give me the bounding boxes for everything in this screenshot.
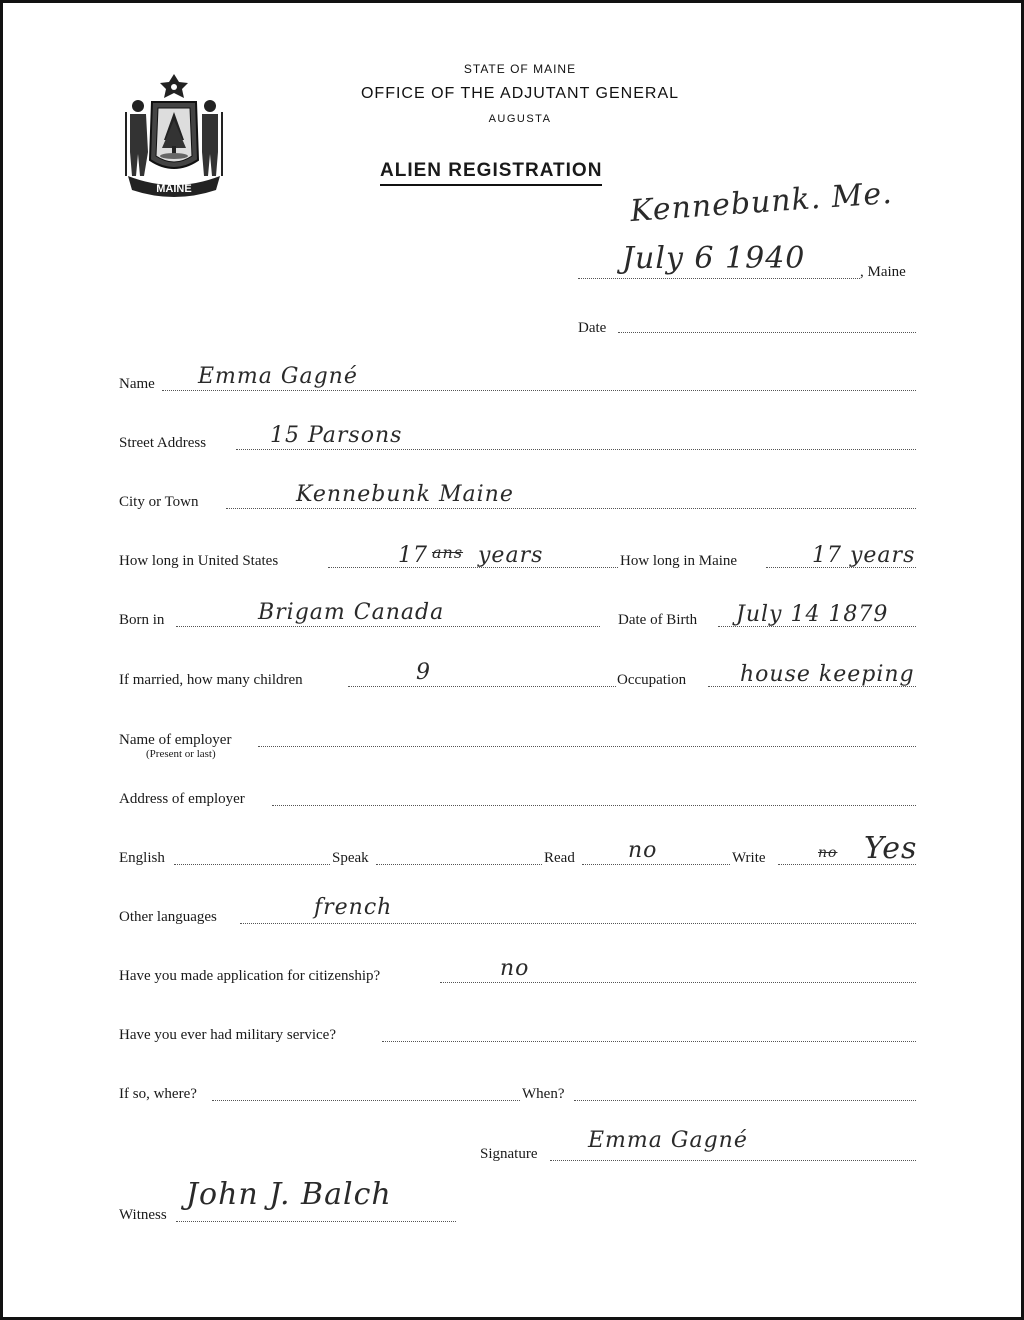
speak-line (376, 864, 542, 865)
place-line (578, 278, 860, 279)
how-long-us-entry-b: years (478, 543, 544, 568)
citizenship-entry: no (500, 956, 530, 981)
other-languages-label: Other languages (119, 909, 217, 925)
witness-label: Witness (119, 1207, 167, 1223)
form-title: ALIEN REGISTRATION (380, 160, 602, 186)
name-label: Name (119, 376, 155, 392)
how-long-us-label: How long in United States (119, 553, 279, 569)
when-label: When? (522, 1086, 565, 1102)
date-field-line (618, 332, 916, 333)
witness-line (176, 1221, 456, 1222)
where-label: If so, where? (119, 1086, 197, 1102)
write-struck-entry: no (818, 845, 838, 861)
city-label: City or Town (119, 494, 199, 510)
citizenship-label: Have you made application for citizenship? (119, 968, 381, 984)
dob-label: Date of Birth (618, 612, 698, 628)
employer-sublabel: (Present or last) (146, 748, 216, 760)
write-entry: Yes (864, 831, 918, 866)
page-border-left (0, 0, 3, 1320)
office-heading: OFFICE OF THE ADJUTANT GENERAL (360, 85, 680, 102)
born-in-label: Born in (119, 612, 165, 628)
maine-label: , Maine (860, 264, 906, 280)
english-label: English (119, 850, 165, 866)
seal-banner-text: MAINE (156, 183, 192, 195)
dob-entry: July 14 1879 (736, 602, 889, 627)
how-long-maine-entry: 17 years (812, 543, 916, 568)
city-line (226, 508, 916, 509)
employer-address-line (272, 805, 916, 806)
children-label: If married, how many children (119, 672, 303, 688)
signature-label: Signature (480, 1146, 538, 1162)
street-line (236, 449, 916, 450)
when-line (574, 1100, 916, 1101)
page-border-top (0, 0, 1024, 3)
how-long-us-entry-a: 17 (398, 543, 428, 568)
speak-label: Speak (332, 850, 369, 866)
street-entry: 15 Parsons (270, 423, 403, 448)
read-line (582, 864, 730, 865)
where-line (212, 1100, 520, 1101)
write-label: Write (732, 850, 766, 866)
employer-line (258, 746, 916, 747)
children-line (348, 686, 616, 687)
read-label: Read (544, 850, 575, 866)
how-long-us-struck-entry: ans (432, 543, 464, 562)
date-line-entry: July 6 1940 (622, 241, 806, 276)
signature-line (550, 1160, 916, 1161)
place-entry: Kennebunk. Me. (629, 175, 894, 230)
employer-label: Name of employer (119, 732, 232, 748)
state-heading: STATE OF MAINE (463, 62, 577, 76)
military-label: Have you ever had military service? (119, 1027, 336, 1043)
citizenship-line (440, 982, 916, 983)
city-entry: Kennebunk Maine (296, 482, 514, 507)
born-in-line (176, 626, 600, 627)
city-heading: AUGUSTA (488, 113, 552, 125)
born-in-entry: Brigam Canada (258, 600, 445, 625)
employer-address-label: Address of employer (119, 791, 245, 807)
occupation-label: Occupation (617, 672, 687, 688)
state-seal-icon (118, 72, 230, 202)
witness-entry: John J. Balch (186, 1177, 392, 1212)
how-long-maine-label: How long in Maine (620, 553, 738, 569)
occupation-entry: house keeping (740, 662, 915, 687)
street-label: Street Address (119, 435, 207, 451)
english-line (174, 864, 330, 865)
other-languages-line (240, 923, 916, 924)
how-long-us-line (328, 567, 618, 568)
date-label: Date (578, 320, 607, 336)
name-line (162, 390, 916, 391)
other-languages-entry: french (314, 895, 393, 920)
read-entry: no (628, 838, 658, 863)
signature-entry: Emma Gagné (588, 1128, 748, 1153)
name-entry: Emma Gagné (198, 364, 358, 389)
children-entry: 9 (416, 660, 431, 685)
military-line (382, 1041, 916, 1042)
